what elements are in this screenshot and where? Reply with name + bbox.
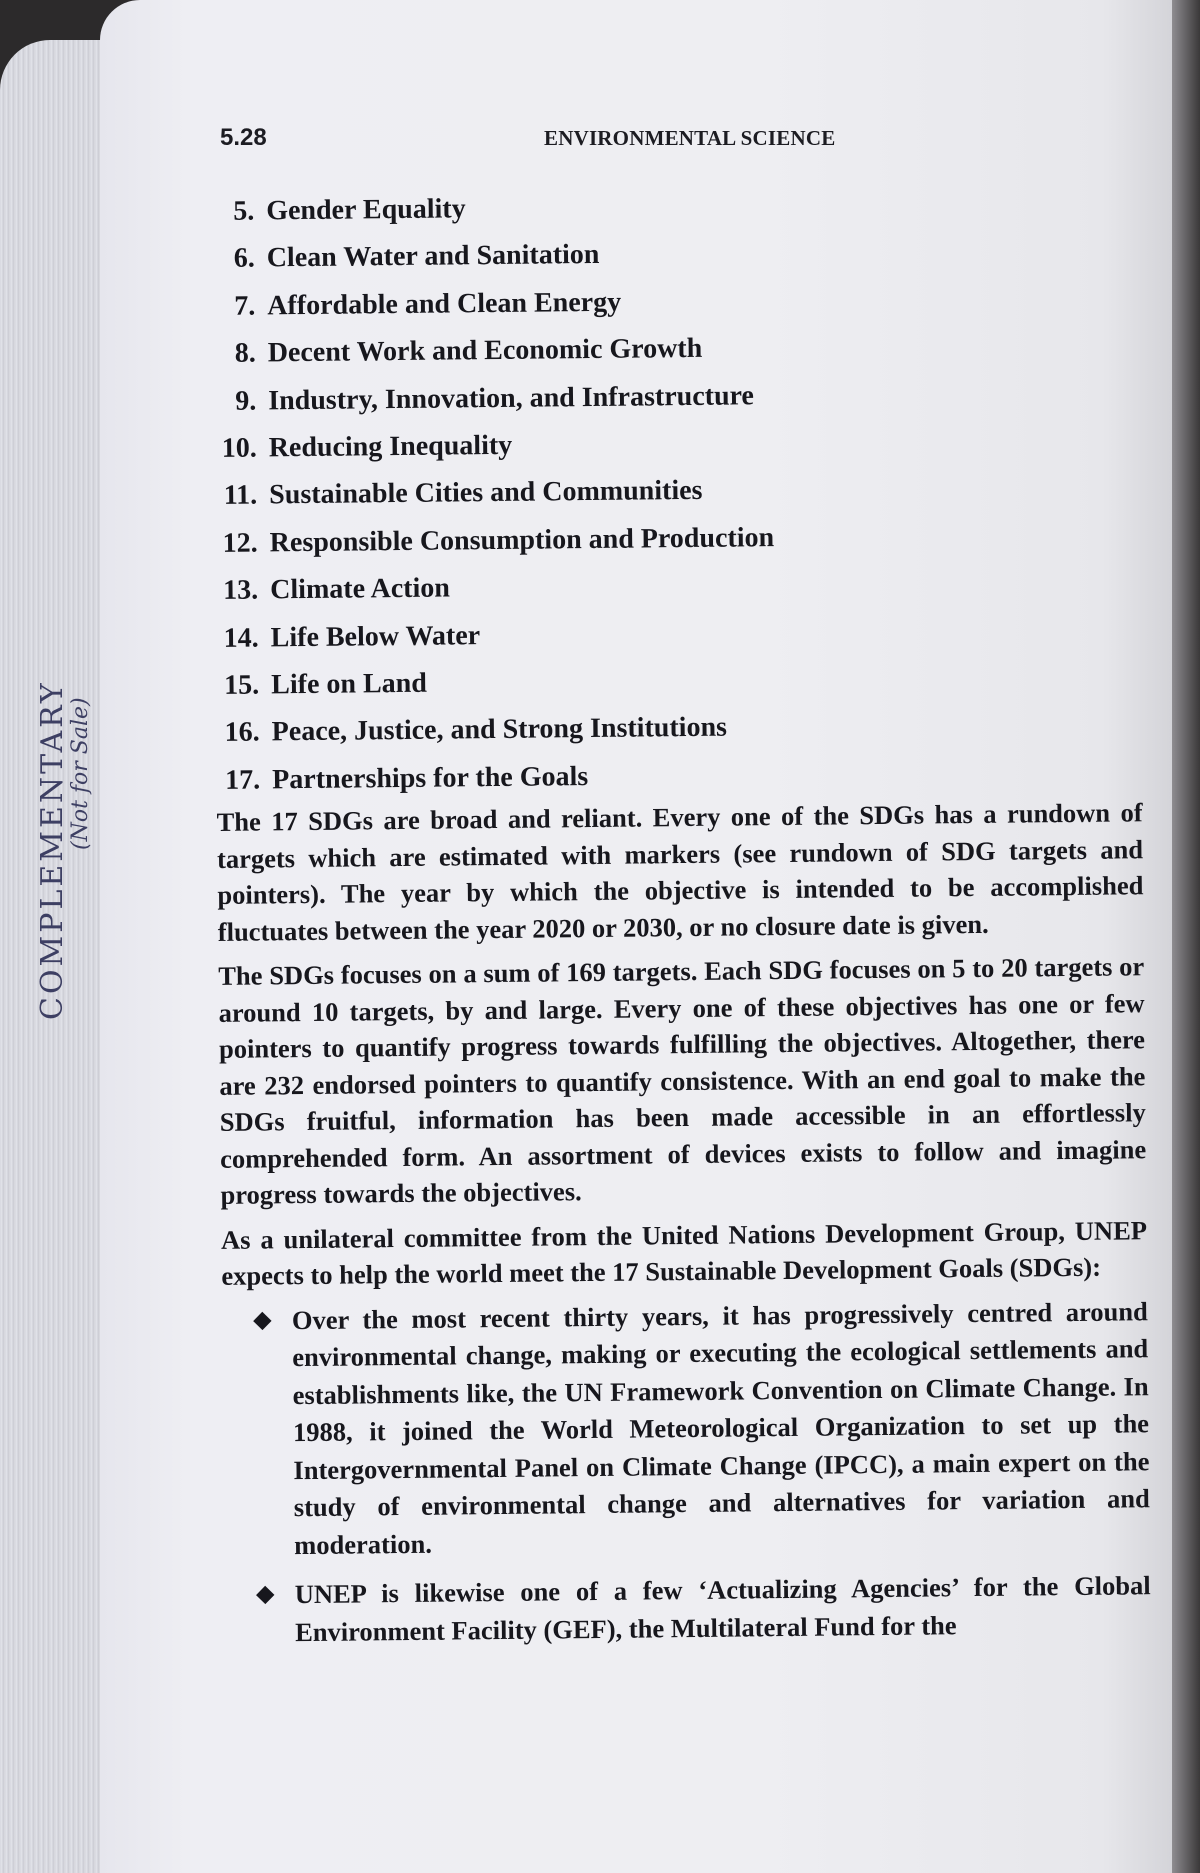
sdg-number: 8. [234, 337, 256, 369]
sdg-label: Life on Land [271, 667, 427, 701]
sdg-number: 10. [221, 432, 257, 464]
sdg-label: Climate Action [270, 572, 451, 606]
sdg-number: 13. [223, 574, 259, 606]
sdg-number: 15. [224, 669, 260, 701]
sdg-label: Gender Equality [266, 193, 466, 227]
bullet-item [223, 1567, 1152, 1652]
page-content [208, 178, 1151, 1664]
sdg-label: Partnerships for the Goals [272, 760, 589, 796]
sdg-label: Peace, Justice, and Strong Institutions [271, 711, 728, 748]
sdg-label: Affordable and Clean Energy [267, 286, 622, 322]
page-number: 5.28 [220, 124, 267, 151]
bullet-text: UNEP is likewise one of a few ‘Actualizing Agencies’ for the Global Environment Facility (GEF), the Multilateral Fund for the [294, 1570, 1151, 1647]
sdg-number: 12. [222, 527, 258, 559]
sdg-number: 6. [233, 242, 255, 275]
book-right-edge [1172, 0, 1200, 1873]
sdg-number: 7. [234, 290, 256, 322]
running-title: ENVIRONMENTAL SCIENCE [544, 126, 836, 150]
spine-line-1: COMPLEMENTARY [35, 680, 70, 1020]
sdg-number: 17. [225, 764, 261, 796]
sdg-label: Responsible Consumption and Production [269, 521, 775, 559]
sdg-number: 9. [235, 385, 257, 417]
spine-line-2: (Not for Sale) [68, 697, 93, 850]
diamond-bullet-icon [253, 1311, 271, 1329]
sdg-number: 14. [223, 622, 259, 654]
sdg-label: Reducing Inequality [268, 429, 513, 464]
sdg-number: 5. [233, 195, 255, 227]
sdg-label: Life Below Water [270, 619, 481, 653]
paragraph: The 17 SDGs are broad and reliant. Every one of the SDGs has a rundown of targets which are estimated with markers (see rundown of SDG targets and pointers). The year by which the objective is intended to be accomplished fluctuates between the year 2020 or 2030, or no closure date is given. [216, 797, 1144, 947]
bullet-item [220, 1293, 1151, 1565]
sdg-label: Sustainable Cities and Communities [269, 475, 703, 511]
sdg-list [208, 178, 1142, 804]
sdg-label: Clean Water and Sanitation [266, 239, 600, 274]
spine-label [36, 680, 93, 1020]
bullet-text: Over the most recent thirty years, it has progressively centred around environmental change, making or executing the ecological settlements and establishments like, the UN Framework Convention on Climate Change. In 1988, it joined the World Meteorological Organization to set up the Intergovernmental Panel on Climate Change (IPCC), a main expert on the study of environmental change and alternatives for variation and moderation. [291, 1295, 1150, 1560]
paragraph: As a unilateral committee from the United Nations Development Group, UNEP expects to help the world meet the 17 Sustainable Development Goals (SDGs): [220, 1214, 1148, 1291]
paragraph: The SDGs focuses on a sum of 169 targets. Each SDG focuses on 5 to 20 targets or around 10 targets, by and large. Every one of these objectives has one or few pointers to quantify progress towards fulfilling the objectives. Altogether, there are 232 endorsed pointers to quantify consistence. With an end goal to make the SDGs fruitful, information has been made accessible in an effortlessly comprehended form. An assortment of devices exists to follow and imagine progress towards the objectives. [218, 951, 1147, 1211]
sdg-number: 11. [223, 479, 258, 512]
sdg-number: 16. [224, 716, 260, 749]
sdg-label: Industry, Innovation, and Infrastructure [268, 379, 755, 416]
diamond-bullet-icon [256, 1586, 274, 1604]
bullet-list [220, 1293, 1152, 1652]
sdg-label: Decent Work and Economic Growth [267, 333, 703, 369]
